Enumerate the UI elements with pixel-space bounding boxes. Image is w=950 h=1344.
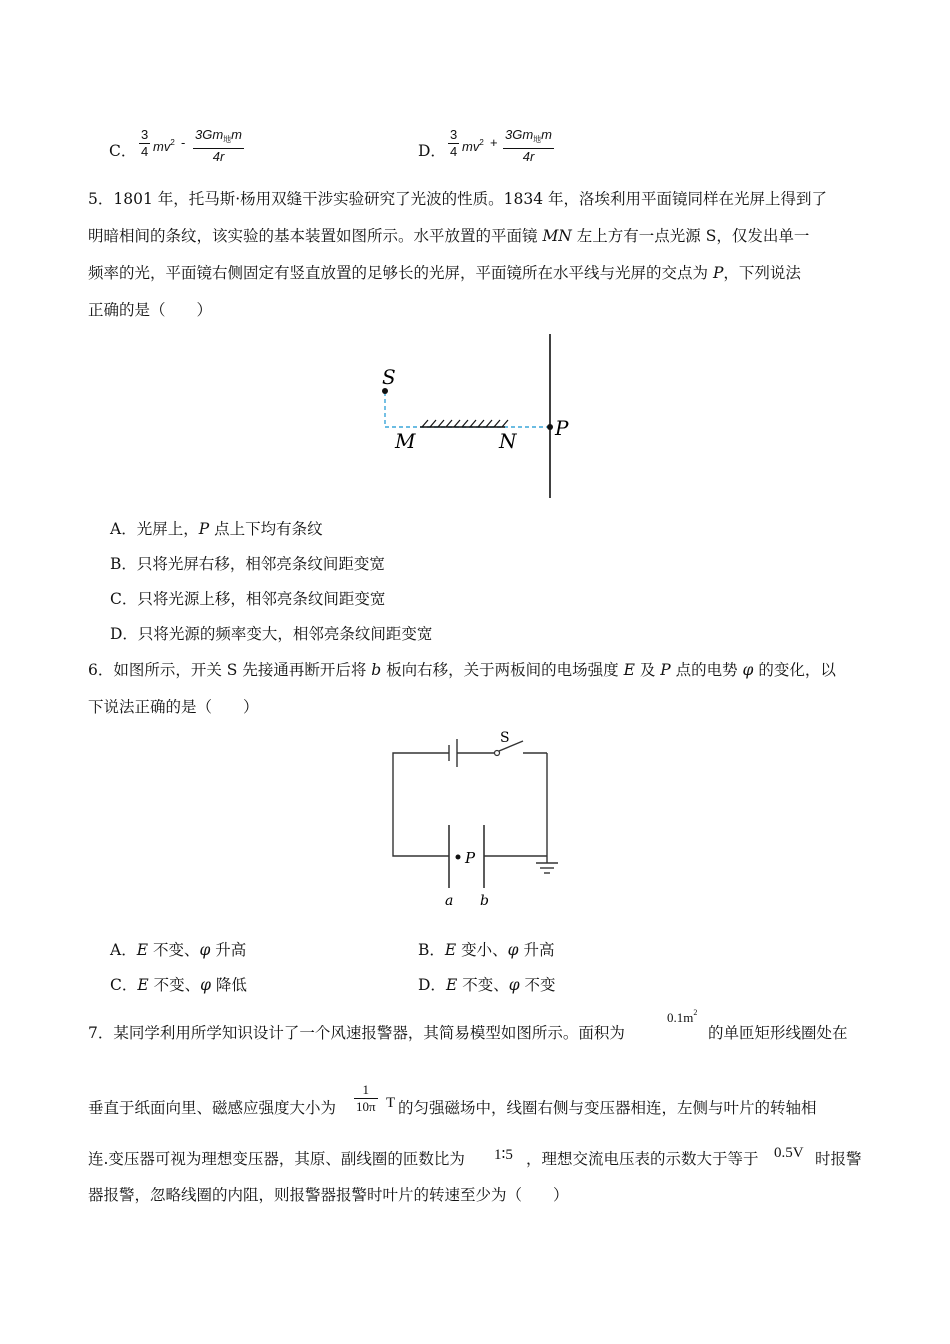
q7-voltage-value: 0.5V [774, 1145, 804, 1161]
q5-stem-line-4: 正确的是（ ） [88, 301, 213, 319]
q4-option-c-label: C． [109, 142, 137, 160]
q5-stem-line-3: 频率的光，平面镜右侧固定有竖直放置的足够长的光屏，平面镜所在水平线与光屏的交点为 P，下列说法 [88, 264, 801, 282]
left-wire [393, 753, 449, 856]
q7-stem-line-4: 器报警，忽略线圈的内阻，则报警器报警时叶片的转速至少为（ ） [88, 1186, 569, 1204]
q6-option-c: C．E 不变、φ 降低 [110, 976, 247, 994]
q5-option-a: A．光屏上，P 点上下均有条纹 [110, 520, 323, 538]
q5-option-b: B．只将光屏右移，相邻亮条纹间距变宽 [110, 555, 385, 573]
q4-option-d-label: D． [418, 142, 446, 160]
q7-stem-line-3b: ，理想交流电压表的示数大于等于 [526, 1150, 759, 1168]
q6-stem-line-2: 下说法正确的是（ ） [88, 698, 259, 716]
q5-option-d: D．只将光源的频率变大，相邻亮条纹间距变宽 [110, 625, 433, 643]
label-s: S [500, 730, 510, 746]
q7-field-fraction: 1 10π [356, 1082, 376, 1114]
switch-pivot [495, 751, 500, 756]
q5-stem-line-1: 5．1801 年，托马斯·杨用双缝干涉实验研究了光波的性质。1834 年，洛埃利用平面镜同样在光屏上得到了 [88, 190, 828, 208]
label-n: N [499, 429, 517, 453]
label-p: P [555, 416, 569, 440]
q4-option-d-mv2: $mv^2$ [462, 138, 484, 154]
q7-stem-line-2a: 垂直于纸面向里、磁感应强度大小为 [88, 1099, 337, 1117]
label-s: S [382, 365, 396, 389]
mirror-hatching [422, 420, 508, 427]
q5-option-c: C．只将光源上移，相邻亮条纹间距变宽 [110, 590, 386, 608]
q7-stem-line-3c: 时报警 [815, 1150, 862, 1168]
q7-turns-ratio: 1∶5 [494, 1147, 513, 1163]
q7-stem-line-1a: 7．某同学利用所学知识设计了一个风速报警器，其简易模型如图所示。面积为 [88, 1024, 625, 1042]
q4-option-c-fraction-3-4: 3 4 [141, 127, 149, 159]
q6-capacitor-circuit-figure [385, 725, 570, 915]
q4-option-c-mv2: $mv^2$ [153, 138, 175, 154]
label-m: M [395, 429, 416, 453]
q4-option-d-fraction-3-4: 3 4 [450, 127, 458, 159]
q6-option-a: A．E 不变、φ 升高 [110, 941, 247, 959]
q4-option-d-operator: + [490, 135, 498, 150]
label-b: b [480, 893, 489, 909]
q7-stem-line-2b: 的匀强磁场中，线圈右侧与变压器相连，左侧与叶片的转轴相 [398, 1099, 817, 1117]
q6-option-d: D．E 不变、φ 不变 [418, 976, 556, 994]
q7-field-unit: T [386, 1095, 396, 1111]
q7-stem-line-3a: 连.变压器可视为理想变压器，其原、副线圈的匝数比为 [88, 1150, 465, 1168]
q5-mirror-figure [370, 330, 590, 505]
q7-area-value: $0.1m^2$ [667, 1008, 698, 1025]
point-p-dot [547, 424, 553, 430]
q4-option-c-operator: - [181, 135, 186, 150]
label-a: a [445, 893, 454, 909]
q4-option-c-fraction-gmm: $3Gm_地m$ 4r [195, 127, 243, 164]
q4-option-d-fraction-gmm: $3Gm_地m$ 4r [505, 127, 553, 164]
point-p-dot [456, 855, 461, 860]
label-p: P [465, 849, 476, 867]
q6-option-b: B．E 变小、φ 升高 [418, 941, 555, 959]
q5-stem-line-2: 明暗相间的条纹，该实验的基本装置如图所示。水平放置的平面镜 MN 左上方有一点光源 S，仅发出单一 [88, 227, 810, 245]
q6-stem-line-1: 6．如图所示，开关 S 先接通再断开后将 b 板向右移，关于两板间的电场强度 E 及 P 点的电势 φ 的变化，以 [88, 661, 836, 679]
q7-stem-line-1b: 的单匝矩形线圈处在 [708, 1024, 848, 1042]
